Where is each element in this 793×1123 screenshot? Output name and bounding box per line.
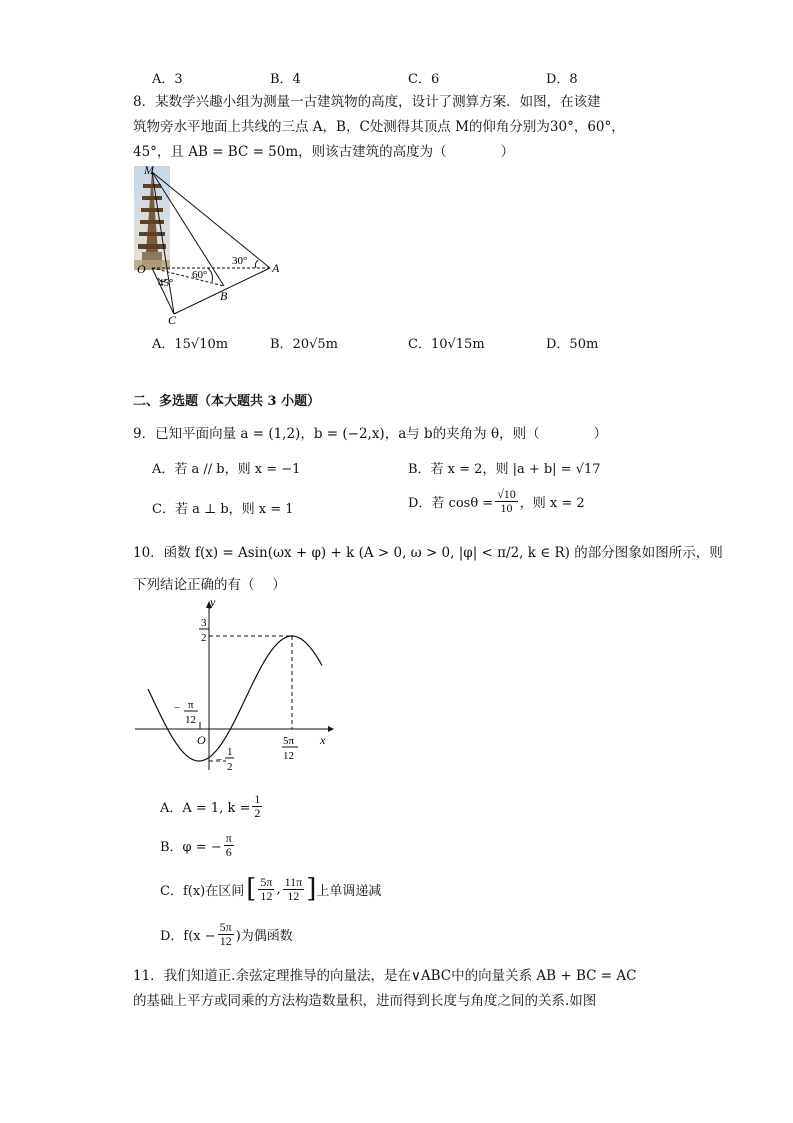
q8-stem-line1: 8．某数学兴趣小组为测量一古建筑物的高度，设计了测算方案．如图，在该建 <box>133 94 601 110</box>
q9-option-a: A．若 a // b，则 x = −1 <box>152 462 301 477</box>
angle-45-label: 45° <box>158 277 174 289</box>
ymin-sign: − <box>216 754 223 766</box>
q7-option-b: B．4 <box>270 72 301 87</box>
q9-option-c: C．若 a ⊥ b，则 x = 1 <box>152 502 294 517</box>
section-title: 二、多选题（本大题共 3 小题） <box>133 394 321 409</box>
q8-option-c: C．10√15m <box>408 337 485 352</box>
angle-30-label: 30° <box>232 255 248 267</box>
label-m: M <box>144 164 154 177</box>
xleft-sign: − <box>174 702 181 714</box>
q10-stem-line1: 10．函数 f(x) = Asin(ωx + φ) + k (A > 0, ω > 0, |φ| < π/2, k ∈ R) 的部分图象如图所示，则 <box>133 545 723 561</box>
q8-figure <box>130 164 290 329</box>
angle-60-label: 60° <box>192 269 208 281</box>
label-a: A <box>272 261 280 275</box>
x-axis-label: x <box>320 733 326 747</box>
label-b: B <box>220 289 228 303</box>
xright-num: 5π <box>283 735 295 747</box>
q11-stem-line1: 11．我们知道正.余弦定理推导的向量法，是在∨ABC中的向量关系 AB + BC = AC <box>133 968 637 984</box>
sine-curve <box>148 636 322 761</box>
q9-option-b: B．若 x = 2，则 |a + b| = √17 <box>408 462 601 477</box>
q8-option-b: B．20√5m <box>270 337 338 352</box>
ymin-den: 2 <box>227 761 233 773</box>
q10-option-d: D．f(x − $\frac{5\pi}{12}$ )为偶函数 <box>160 920 293 948</box>
label-o: O <box>137 262 146 276</box>
q8-option-d: D．50m <box>546 337 599 352</box>
q10-stem-line2: 下列结论正确的有（ ） <box>133 577 286 593</box>
q7-option-a: A．3 <box>152 72 183 87</box>
xright-den: 12 <box>283 750 294 762</box>
q10-option-a: A．A = 1, k = $\frac{1}{2}$ <box>160 792 261 820</box>
xleft-den: 12 <box>185 714 196 726</box>
q8-option-a: A．15√10m <box>152 337 229 352</box>
xleft-num: π <box>188 699 194 711</box>
q10-graph <box>130 598 335 773</box>
q7-option-d: D．8 <box>546 72 578 87</box>
q8-stem-line3: 45°，且 AB = BC = 50m，则该古建筑的高度为（ ） <box>133 144 515 160</box>
q10-option-b: B．φ = − $\frac{\pi}{6}$ <box>160 831 232 859</box>
q7-option-c: C．6 <box>408 72 440 87</box>
ymax-num: 3 <box>201 617 207 629</box>
ymax-den: 2 <box>201 632 207 644</box>
q11-stem-line2: 的基础上平方或同乘的方法构造数量积，进而得到长度与角度之间的关系.如图 <box>133 993 597 1009</box>
origin-label: O <box>197 733 206 747</box>
q9-option-d: D．若 cosθ = $\frac{√10}{10}$ ，则 x = 2 <box>408 487 585 515</box>
q8-stem-line2: 筑物旁水平地面上共线的三点 A，B，C处测得其顶点 M的仰角分别为30°，60°， <box>133 119 625 135</box>
q9-d-fraction: $\frac{√10}{10}$ <box>497 487 516 515</box>
q10-option-c: C．f(x)在区间 [ $\frac{5\pi}{12}$ , $\frac{11\pi}{12}$ ] 上单调递减 <box>160 874 382 904</box>
y-axis-label: y <box>210 598 216 609</box>
label-c: C <box>168 313 177 327</box>
ymin-num: 1 <box>227 746 233 758</box>
q9-stem: 9．已知平面向量 a = (1,2)，b = (−2,x)，a与 b的夹角为 θ，则（ ） <box>133 426 608 442</box>
